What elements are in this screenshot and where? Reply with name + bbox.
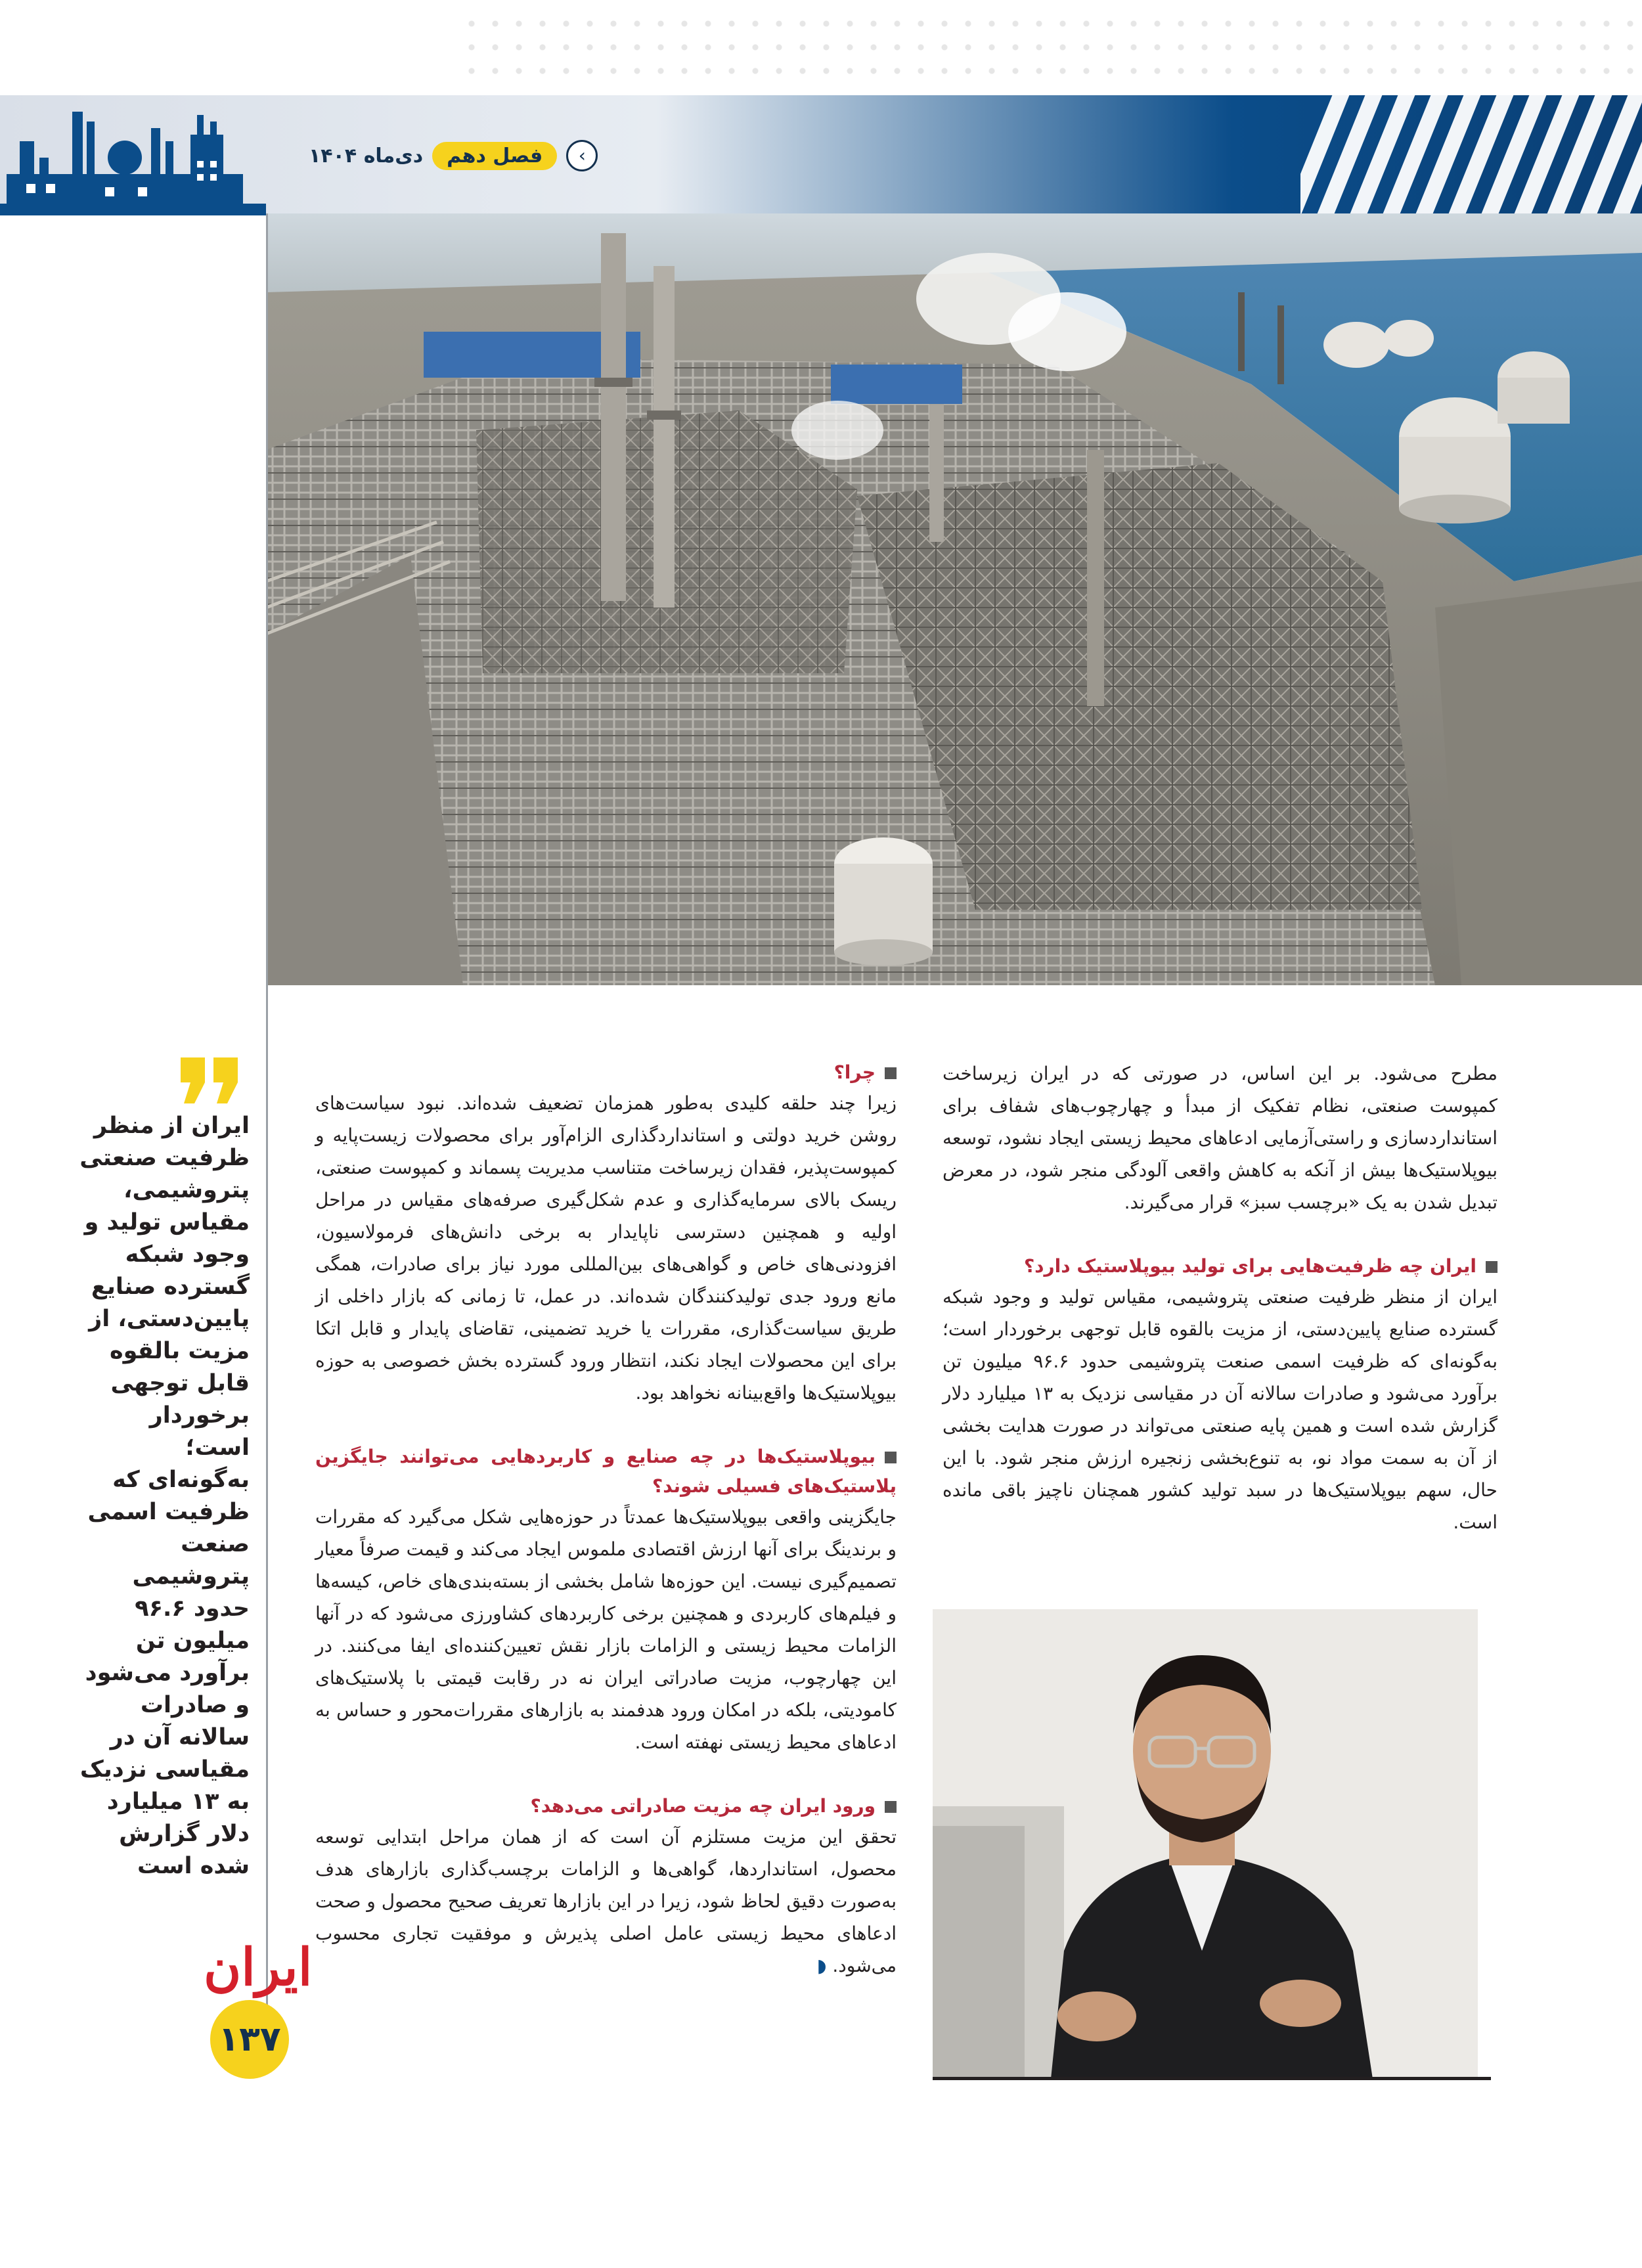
issue-label [309, 139, 598, 172]
margin-rule [266, 213, 268, 2026]
section-tag: فصل دهم [432, 142, 557, 170]
body-paragraph: جایگزینی واقعی بیوپلاستیک‌ها عمدتاً در حوزه‌هایی شکل می‌گیرد که مقررات و برندینگ برای آنها ارزش اقتصادی ملموس ایجاد می‌کند و قیمت صرفاً معیار تصمیم‌گیری نیست. این حوزه‌ها شامل بخشی از بسته‌بندی‌های خاص، کیسه‌ها و فیلم‌های کاربردی و همچنین برخی کاربردهای کشاورزی می‌شود که در آنها الزامات محیط زیستی و الزامات بازار نقش تعیین‌کننده‌ای ایفا می‌کنند. در این چهارچوب، مزیت صادراتی ایران نه در رقابت قیمتی با پلاستیک‌های کامودیتی، بلکه در امکان ورود هدفمند به بازارهای مقررات‌محور و حساس به ادعاهای محیط زیستی نهفته است. [315, 1506, 897, 1753]
section-heading [315, 1791, 897, 1821]
refinery-skyline-icon [0, 95, 250, 213]
magazine-logo: ایران [204, 1938, 313, 1997]
section-heading [315, 1057, 897, 1087]
bullet-square-icon [885, 1452, 897, 1463]
portrait-rule [933, 2077, 1491, 2080]
section-heading [315, 1442, 897, 1501]
header-stripes [1300, 95, 1642, 213]
bullet-square-icon [1486, 1261, 1498, 1273]
section-heading-text: ایران چه ظرفیت‌هایی برای تولید بیوپلاستیک دارد؟ [1023, 1255, 1476, 1277]
section-heading [943, 1251, 1498, 1281]
section-heading-text: چرا؟ [833, 1061, 876, 1083]
body-paragraph-text: تحقق این مزیت مستلزم آن است که از همان مراحل ابتدایی توسعه محصول، استانداردها، گواهی‌ها و الزامات برچسب‌گذاری بازارهای هدف به‌صورت دقیق لحاظ شود، زیرا در این بازارها تعریف صحیح محصول و صحت ادعاهای محیط زیستی عامل اصلی پذیرش و موفقیت تجاری محسوب می‌شود. [315, 1826, 897, 1976]
section-heading-text: بیوپلاستیک‌ها در چه صنایع و کاربردهایی می‌توانند جایگزین پلاستیک‌های فسیلی شوند؟ [315, 1446, 897, 1497]
body-paragraph: زیرا چند حلقه کلیدی به‌طور همزمان تضعیف شده‌اند. نبود سیاست‌های روشن خرید دولتی و استانداردگذاری الزام‌آور برای محصولات زیست‌پایه و کمپوست‌پذیر، فقدان زیرساخت متناسب مدیریت پسماند و کمپوست صنعتی، ریسک بالای سرمایه‌گذاری و عدم شکل‌گیری صرفه‌های مقیاس در مراحل اولیه و همچنین دسترسی ناپایدار به برخی دانش‌های فرمولاسیون، افزودنی‌های خاص و گواهی‌های بین‌المللی مورد نیاز برای صادرات، همگی مانع ورود جدی تولیدکنندگان شده‌اند. در عمل، تا زمانی که بازار داخلی از طریق سیاست‌گذاری، مقررات یا خرید تضمینی، تقاضای پایدار و قابل اتکا برای این محصولات ایجاد نکند، انتظار ورود گسترده بخش خصوصی به حوزه بیوپلاستیک‌ها واقع‌بینانه نخواهد بود. [315, 1092, 897, 1404]
body-paragraph: ایران از منظر ظرفیت صنعتی پتروشیمی، مقیاس تولید و وجود شبکه گسترده صنایع پایین‌دستی، از مزیت بالقوه قابل توجهی برخوردار است؛ به‌گونه‌ای که ظرفیت اسمی صنعت پتروشیمی حدود ۹۶.۶ میلیون تن برآورد می‌شود و صادرات سالانه آن در مقیاسی نزدیک به ۱۳ میلیارد دلار گزارش شده است و همین پایه صنعتی می‌تواند در صورت هدایت بخشی از آن به سمت مواد نو، به تنوع‌بخشی زنجیره ارزش منجر شود. با این حال، سهم بیوپلاستیک‌ها در سبد تولید کشور همچنان ناچیز باقی مانده است. [943, 1286, 1498, 1533]
pull-quote: ایران از منظر ظرفیت صنعتی پتروشیمی، مقیاس تولید و وجود شبکه گسترده صنایع پایین‌دستی، از مزیت بالقوه قابل توجهی برخوردار است؛ به‌گونه‌ای که ظرفیت اسمی صنعت پتروشیمی حدود ۹۶.۶ میلیون تن برآورد می‌شود و صادرات سالانه آن در مقیاسی نزدیک به ۱۳ میلیارد دلار گزارش شده است [79, 1113, 250, 1879]
bullet-square-icon [885, 1067, 897, 1079]
page-number: ۱۳۷ [210, 2000, 289, 2079]
petrochemical-plant-photo [266, 213, 1642, 985]
article-column-right [943, 1057, 1498, 1538]
section-heading-text: ورود ایران چه مزیت صادراتی می‌دهد؟ [530, 1795, 876, 1817]
end-mark-icon: ◗ [816, 1955, 827, 1976]
article-column-left [315, 1057, 897, 1982]
bullet-square-icon [885, 1801, 897, 1813]
intro-paragraph: مطرح می‌شود. بر این اساس، در صورتی که در ایران زیرساخت کمپوست صنعتی، نظام تفکیک از مبدأ و چهارچوب‌های شفاف برای استانداردسازی و راستی‌آزمایی ادعاهای محیط زیستی ایجاد نشود، توسعه بیوپلاستیک‌ها بیش از آنکه به کاهش واقعی آلودگی منجر شود، در معرض تبدیل شدن به یک «برچسب سبز» قرار می‌گیرند. [943, 1063, 1498, 1213]
body-paragraph [315, 1821, 897, 1982]
quote-icon [177, 1057, 243, 1103]
interviewee-portrait [933, 1609, 1478, 2079]
issue-date: دی‌ماه ۱۴۰۴ [309, 144, 424, 167]
dotted-pattern [460, 12, 1642, 78]
chevron-right-icon: › [566, 140, 598, 171]
